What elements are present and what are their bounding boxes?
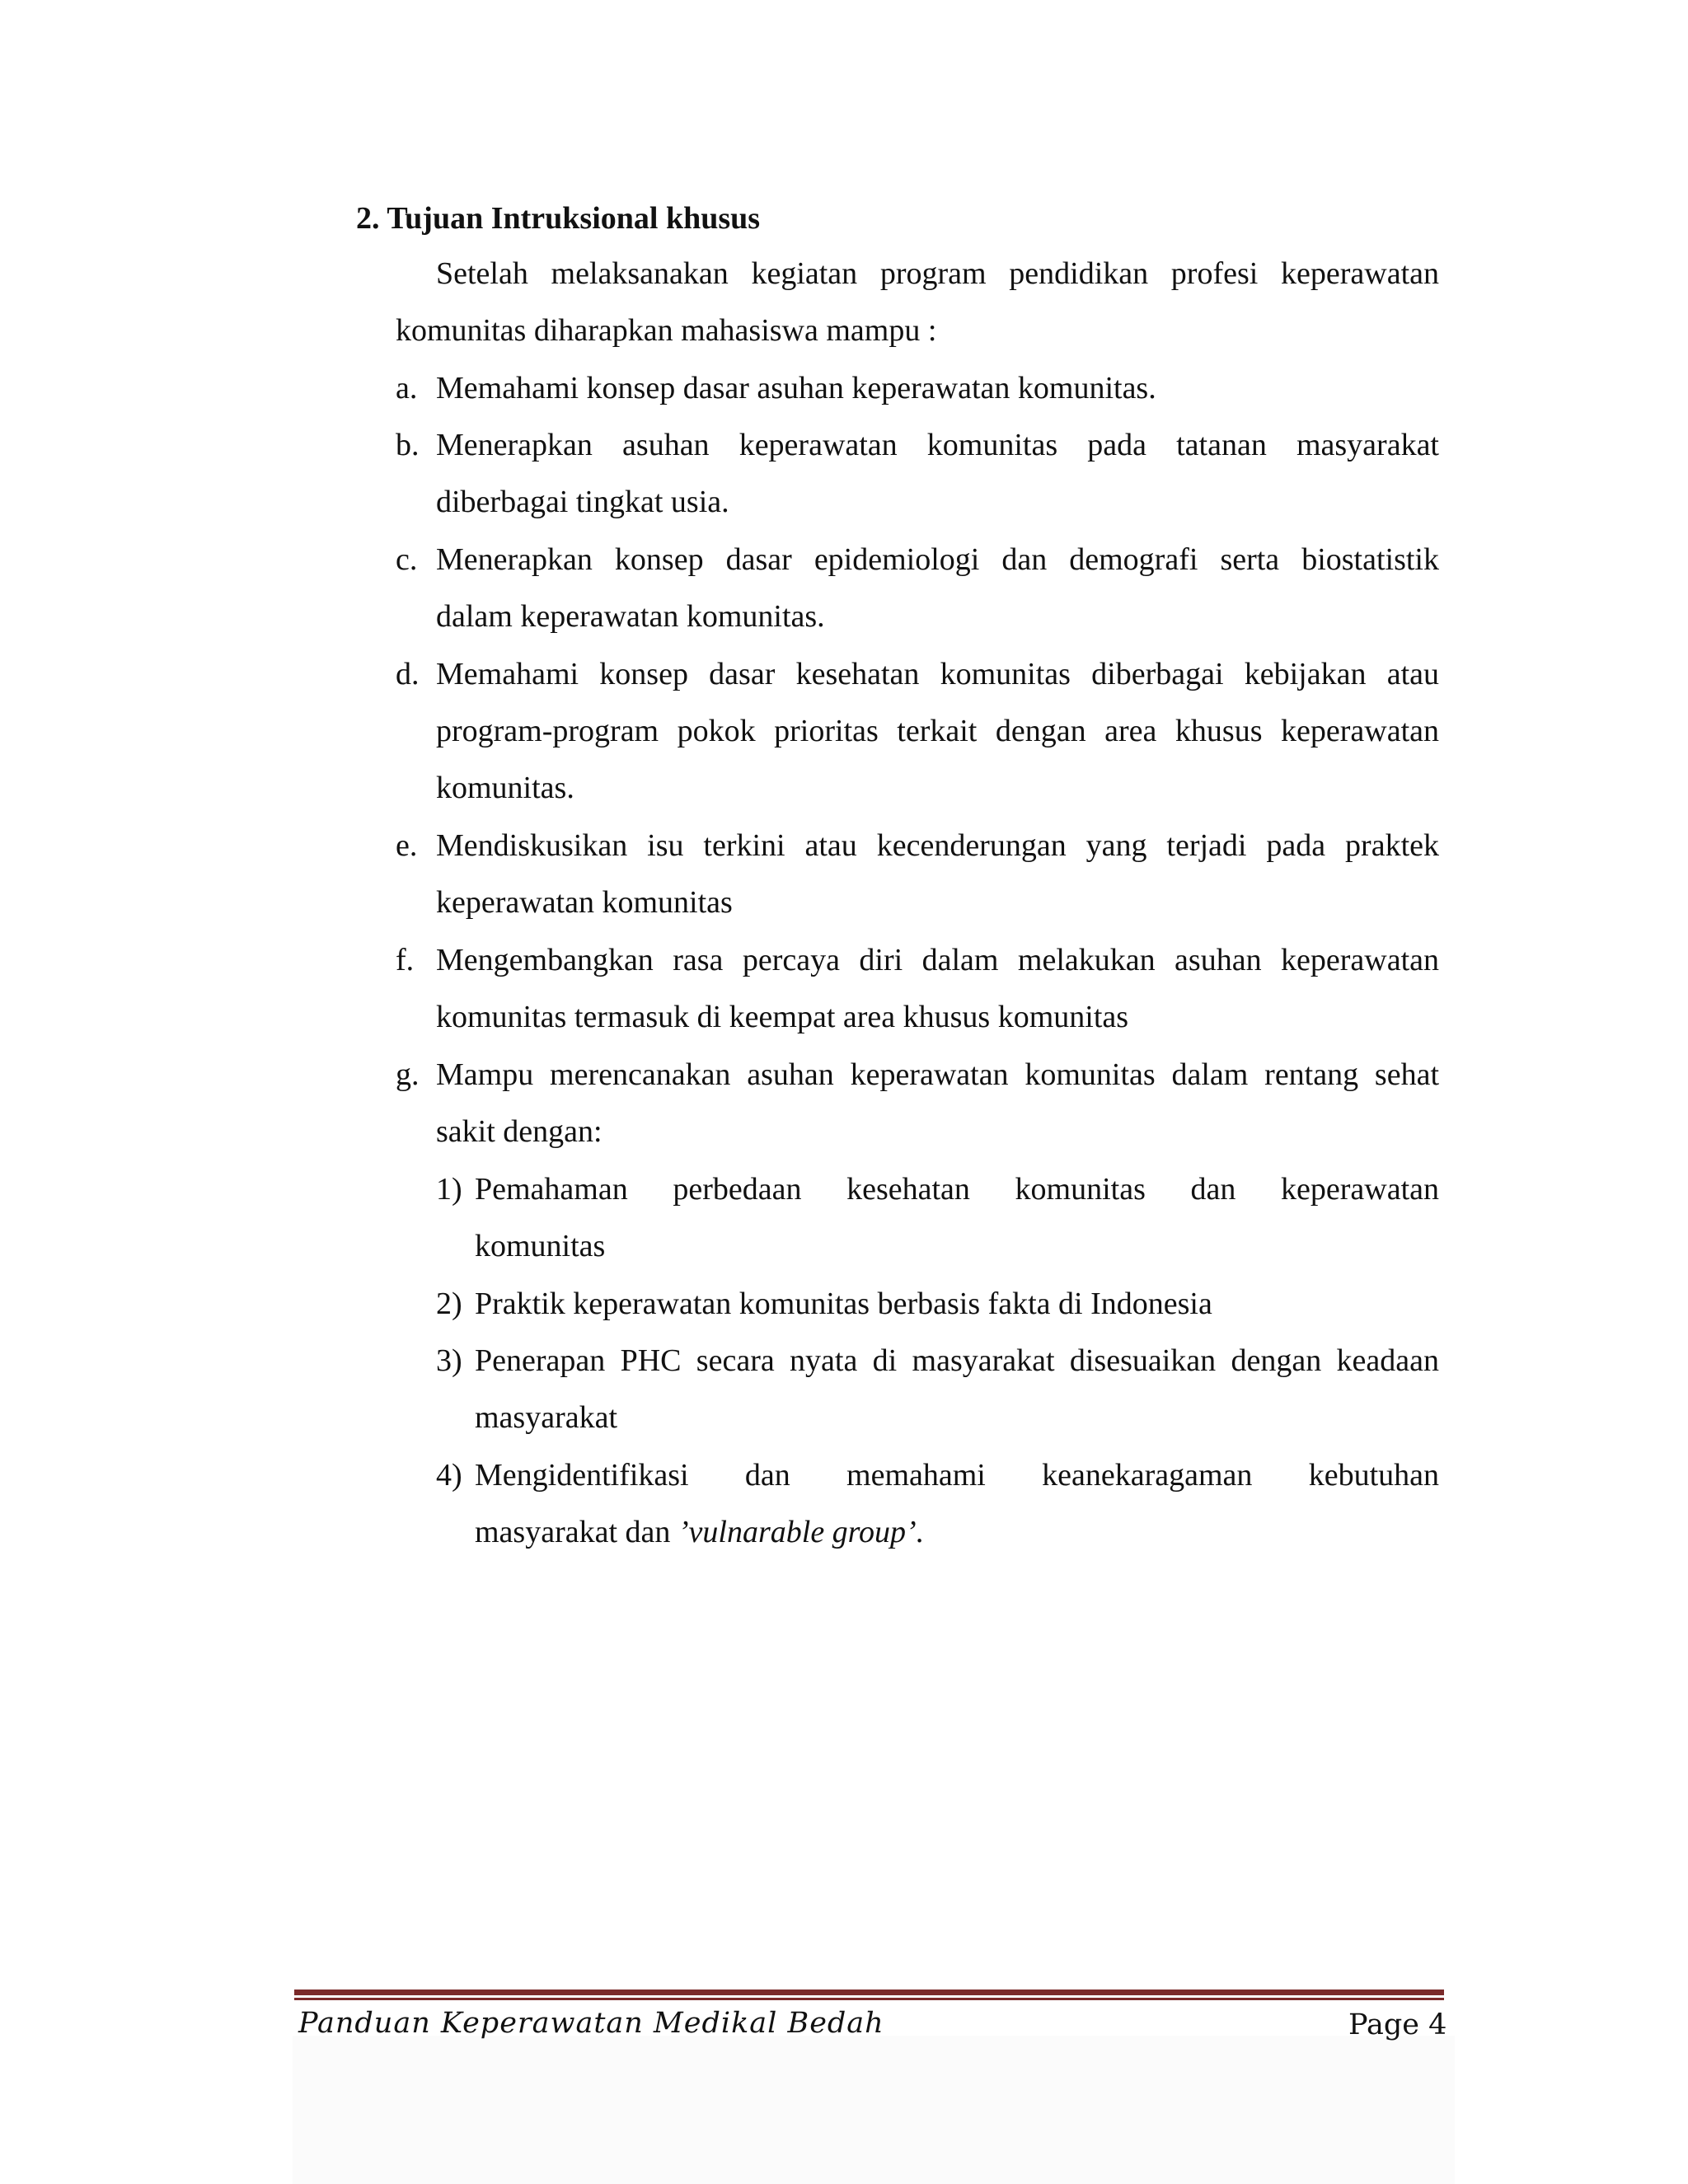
list-marker-d: d. <box>396 657 420 691</box>
list-marker-b: b. <box>396 428 420 462</box>
sublist-item-4-line-2 <box>475 1511 924 1553</box>
list-marker-e: e. <box>396 828 418 863</box>
list-item-d-line-3: komunitas. <box>436 771 574 805</box>
sublist-marker-1: 1) <box>436 1172 462 1207</box>
intro-paragraph-line-2: komunitas diharapkan mahasiswa mampu : <box>396 313 937 348</box>
footer-page-number: Page 4 <box>1348 2008 1447 2041</box>
list-marker-g: g. <box>396 1057 420 1092</box>
sublist-item-4-line-2-text: masyarakat dan <box>475 1515 678 1549</box>
list-item-b-line-1: Menerapkan asuhan keperawatan komunitas pada tatanan masyarakat <box>436 428 1439 462</box>
sublist-item-4-line-1: Mengidentifikasi dan memahami keanekaragaman kebutuhan <box>475 1458 1439 1493</box>
list-marker-c: c. <box>396 542 418 577</box>
intro-paragraph-line-1: Setelah melaksanakan kegiatan program pendidikan profesi keperawatan <box>436 256 1439 291</box>
section-heading: 2. Tujuan Intruksional khusus <box>356 201 761 236</box>
list-item-e-line-1: Mendiskusikan isu terkini atau kecenderungan yang terjadi pada praktek <box>436 828 1439 863</box>
sublist-item-1-line-2: komunitas <box>475 1229 606 1263</box>
list-item-a-line-1: Memahami konsep dasar asuhan keperawatan komunitas. <box>436 371 1156 405</box>
sublist-marker-4: 4) <box>436 1458 462 1493</box>
vulnerable-group-italic: ’vulnarable group’. <box>678 1515 925 1549</box>
page-bottom-shading <box>293 2036 1455 2184</box>
sublist-item-1-line-1: Pemahaman perbedaan kesehatan komunitas dan keperawatan <box>475 1172 1439 1207</box>
sublist-item-2-line-1: Praktik keperawatan komunitas berbasis fakta di Indonesia <box>475 1286 1212 1321</box>
list-item-g-line-1: Mampu merencanakan asuhan keperawatan komunitas dalam rentang sehat <box>436 1057 1439 1092</box>
sublist-item-3-line-1: Penerapan PHC secara nyata di masyarakat disesuaikan dengan keadaan <box>475 1343 1439 1378</box>
footer-rule-thick <box>294 1990 1444 1995</box>
list-item-c-line-2: dalam keperawatan komunitas. <box>436 599 825 634</box>
list-item-d-line-1: Memahami konsep dasar kesehatan komunitas diberbagai kebijakan atau <box>436 657 1439 691</box>
list-item-b-line-2: diberbagai tingkat usia. <box>436 485 729 519</box>
sublist-marker-2: 2) <box>436 1286 462 1321</box>
footer-rule-thin <box>294 1998 1444 2000</box>
list-item-f-line-1: Mengembangkan rasa percaya diri dalam melakukan asuhan keperawatan <box>436 943 1439 977</box>
list-item-d-line-2: program-program pokok prioritas terkait dengan area khusus keperawatan <box>436 714 1439 748</box>
sublist-marker-3: 3) <box>436 1343 462 1378</box>
sublist-item-3-line-2: masyarakat <box>475 1400 618 1435</box>
list-item-g-line-2: sakit dengan: <box>436 1114 603 1149</box>
footer-document-title: Panduan Keperawatan Medikal Bedah <box>298 2007 884 2040</box>
list-item-c-line-1: Menerapkan konsep dasar epidemiologi dan demografi serta biostatistik <box>436 542 1439 577</box>
list-marker-f: f. <box>396 943 415 977</box>
list-item-f-line-2: komunitas termasuk di keempat area khusus komunitas <box>436 1000 1129 1034</box>
list-item-e-line-2: keperawatan komunitas <box>436 885 733 920</box>
list-marker-a: a. <box>396 371 418 405</box>
